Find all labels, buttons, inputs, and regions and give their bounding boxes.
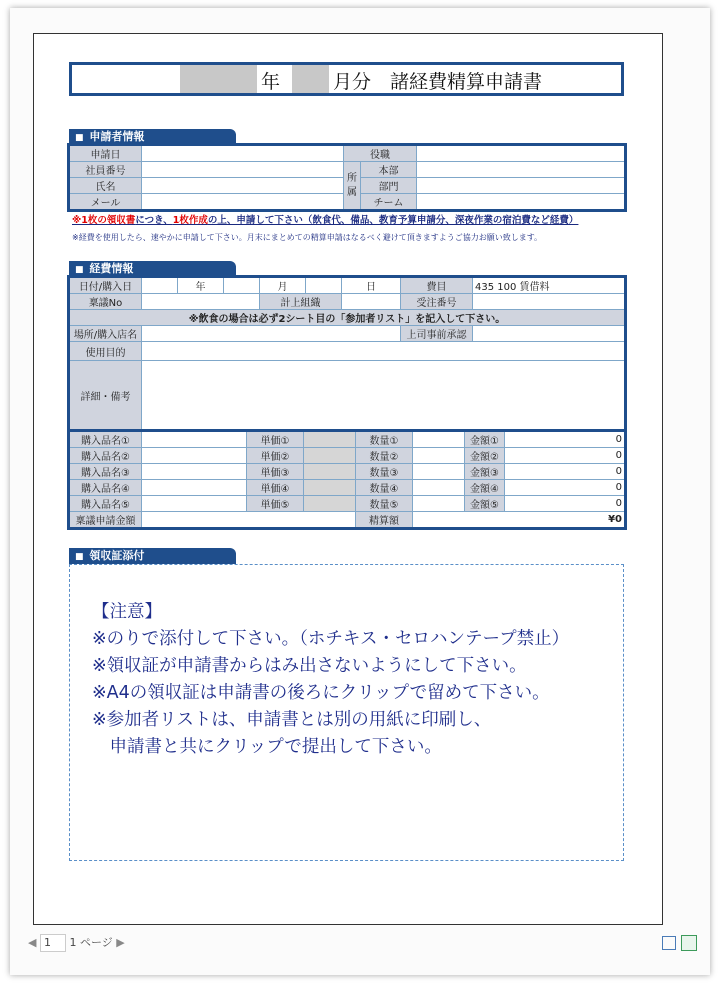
item-row bbox=[70, 464, 625, 480]
item-name-field[interactable] bbox=[142, 496, 247, 512]
item-name-field[interactable] bbox=[142, 480, 247, 496]
unit-price-field[interactable] bbox=[304, 496, 356, 512]
employee-no-field[interactable] bbox=[142, 162, 344, 178]
position-field[interactable] bbox=[417, 146, 625, 162]
recorded-org-field[interactable] bbox=[342, 294, 401, 310]
items-table bbox=[69, 431, 625, 528]
amount-label: 金額① bbox=[465, 432, 505, 448]
caution-line: ※A4の領収証は申請書の後ろにクリップで留めて下さい。 bbox=[92, 683, 550, 703]
unit-price-field[interactable] bbox=[304, 464, 356, 480]
unit-price-label: 単価① bbox=[247, 432, 304, 448]
apply-date-label: 申請日 bbox=[70, 146, 142, 162]
account-field[interactable]: 435 100 賃借料 bbox=[473, 278, 625, 294]
participant-list-notice: ※飲食の場合は必ず2シート目の「参加者リスト」を記入して下さい。 bbox=[70, 310, 625, 326]
approval-label: 上司事前承認 bbox=[401, 326, 473, 342]
purpose-field[interactable] bbox=[142, 342, 625, 361]
item-name-label: 購入品名① bbox=[70, 432, 142, 448]
item-name-label: 購入品名⑤ bbox=[70, 496, 142, 512]
page-count: 1 ページ bbox=[69, 936, 113, 949]
division-field[interactable] bbox=[417, 162, 625, 178]
caution-line: 【注意】 bbox=[92, 602, 162, 622]
amount-label: 金額③ bbox=[465, 464, 505, 480]
unit-price-field[interactable] bbox=[304, 432, 356, 448]
order-no-label: 受注番号 bbox=[401, 294, 473, 310]
month-label: 月分 bbox=[333, 71, 372, 93]
quantity-field[interactable] bbox=[413, 464, 465, 480]
order-no-field[interactable] bbox=[473, 294, 625, 310]
expense-section-header: ■ 経費情報 bbox=[69, 261, 236, 277]
day-unit: 日 bbox=[342, 278, 401, 294]
quantity-field[interactable] bbox=[413, 448, 465, 464]
email-label: メール bbox=[70, 194, 142, 210]
department-label: 部門 bbox=[361, 178, 417, 194]
item-name-label: 購入品名② bbox=[70, 448, 142, 464]
item-name-label: 購入品名③ bbox=[70, 464, 142, 480]
prev-page-icon[interactable]: ◀ bbox=[28, 936, 37, 949]
settle-label: 精算額 bbox=[356, 512, 413, 528]
approval-field[interactable] bbox=[473, 326, 625, 342]
name-label: 氏名 bbox=[70, 178, 142, 194]
item-row bbox=[70, 432, 625, 448]
quantity-label: 数量④ bbox=[356, 480, 413, 496]
next-page-icon[interactable]: ▶ bbox=[116, 936, 125, 949]
item-row bbox=[70, 448, 625, 464]
caution-line: 申請書と共にクリップで提出して下さい。 bbox=[92, 737, 442, 757]
quantity-label: 数量① bbox=[356, 432, 413, 448]
unit-price-field[interactable] bbox=[304, 480, 356, 496]
email-field[interactable] bbox=[142, 194, 344, 210]
division-label: 本部 bbox=[361, 162, 417, 178]
applicant-section-header: ■ 申請者情報 bbox=[69, 129, 236, 145]
account-label: 費目 bbox=[401, 278, 473, 294]
department-field[interactable] bbox=[417, 178, 625, 194]
caution-text bbox=[92, 599, 569, 761]
page-layout-icon[interactable] bbox=[662, 936, 676, 950]
item-name-field[interactable] bbox=[142, 448, 247, 464]
ringi-amount-field[interactable] bbox=[142, 512, 356, 528]
detail-label: 詳細・備考 bbox=[70, 361, 142, 430]
title-bar bbox=[69, 62, 624, 96]
receipt-section-header: ■ 領収証添付 bbox=[69, 548, 236, 564]
recorded-org-label: 計上組織 bbox=[260, 294, 342, 310]
year-input-cell[interactable] bbox=[180, 65, 257, 93]
quantity-field[interactable] bbox=[413, 432, 465, 448]
item-name-field[interactable] bbox=[142, 464, 247, 480]
document-page bbox=[33, 33, 663, 925]
shop-field[interactable] bbox=[142, 326, 401, 342]
apply-date-field[interactable] bbox=[142, 146, 344, 162]
team-label: チーム bbox=[361, 194, 417, 210]
position-label: 役職 bbox=[344, 146, 417, 162]
amount-value: 0 bbox=[505, 448, 625, 464]
caution-line: ※のりで添付して下さい。（ホチキス・セロハンテープ禁止） bbox=[92, 629, 570, 649]
amount-value: 0 bbox=[505, 480, 625, 496]
item-name-field[interactable] bbox=[142, 432, 247, 448]
detail-field[interactable] bbox=[142, 361, 625, 430]
expense-table bbox=[69, 277, 625, 430]
amount-value: 0 bbox=[505, 432, 625, 448]
ringi-amount-label: 稟議申請金額 bbox=[70, 512, 142, 528]
year-field[interactable] bbox=[142, 278, 178, 294]
amount-label: 金額② bbox=[465, 448, 505, 464]
unit-price-field[interactable] bbox=[304, 448, 356, 464]
purchase-date-label: 日付/購入日 bbox=[70, 278, 142, 294]
page-title: 諸経費精算申請書 bbox=[390, 71, 543, 93]
item-name-label: 購入品名④ bbox=[70, 480, 142, 496]
caution-line: ※領収証が申請書からはみ出さないようにして下さい。 bbox=[92, 656, 527, 676]
unit-price-label: 単価⑤ bbox=[247, 496, 304, 512]
amount-value: 0 bbox=[505, 464, 625, 480]
unit-price-label: 単価② bbox=[247, 448, 304, 464]
team-field[interactable] bbox=[417, 194, 625, 210]
item-row bbox=[70, 480, 625, 496]
item-row bbox=[70, 496, 625, 512]
ringi-no-field[interactable] bbox=[142, 294, 260, 310]
caution-line: ※参加者リストは、申請書とは別の用紙に印刷し、 bbox=[92, 710, 492, 730]
day-field[interactable] bbox=[306, 278, 342, 294]
quantity-label: 数量② bbox=[356, 448, 413, 464]
name-field[interactable] bbox=[142, 178, 344, 194]
quantity-label: 数量③ bbox=[356, 464, 413, 480]
receipt-rule-note: ※1枚の領収書につき、1枚作成の上、申請して下さい（飲食代、備品、教育予算申請分、深夜作業の宿泊費など経費） bbox=[72, 215, 579, 226]
unit-price-label: 単価④ bbox=[247, 480, 304, 496]
amount-label: 金額⑤ bbox=[465, 496, 505, 512]
zoom-page-icon[interactable] bbox=[681, 935, 697, 951]
ringi-no-label: 稟議No bbox=[70, 294, 142, 310]
page-number-input[interactable]: 1 bbox=[40, 934, 66, 952]
year-label: 年 bbox=[261, 71, 281, 93]
settle-amount: ¥0 bbox=[413, 512, 625, 528]
month-unit: 月 bbox=[260, 278, 306, 294]
month-input-cell[interactable] bbox=[292, 65, 329, 93]
amount-value: 0 bbox=[505, 496, 625, 512]
month-field[interactable] bbox=[224, 278, 260, 294]
quantity-field[interactable] bbox=[413, 496, 465, 512]
purpose-label: 使用目的 bbox=[70, 342, 142, 361]
unit-price-label: 単価③ bbox=[247, 464, 304, 480]
quantity-field[interactable] bbox=[413, 480, 465, 496]
affiliation-label: 所属 bbox=[344, 162, 361, 210]
amount-label: 金額④ bbox=[465, 480, 505, 496]
employee-no-label: 社員番号 bbox=[70, 162, 142, 178]
shop-label: 場所/購入店名 bbox=[70, 326, 142, 342]
prompt-submission-note: ※経費を使用したら、速やかに申請して下さい。月末にまとめての精算申請はなるべく避けて頂きますようご協力お願い致します。 bbox=[72, 233, 543, 242]
quantity-label: 数量⑤ bbox=[356, 496, 413, 512]
status-bar bbox=[28, 934, 125, 952]
year-unit: 年 bbox=[178, 278, 224, 294]
applicant-table bbox=[69, 145, 625, 210]
